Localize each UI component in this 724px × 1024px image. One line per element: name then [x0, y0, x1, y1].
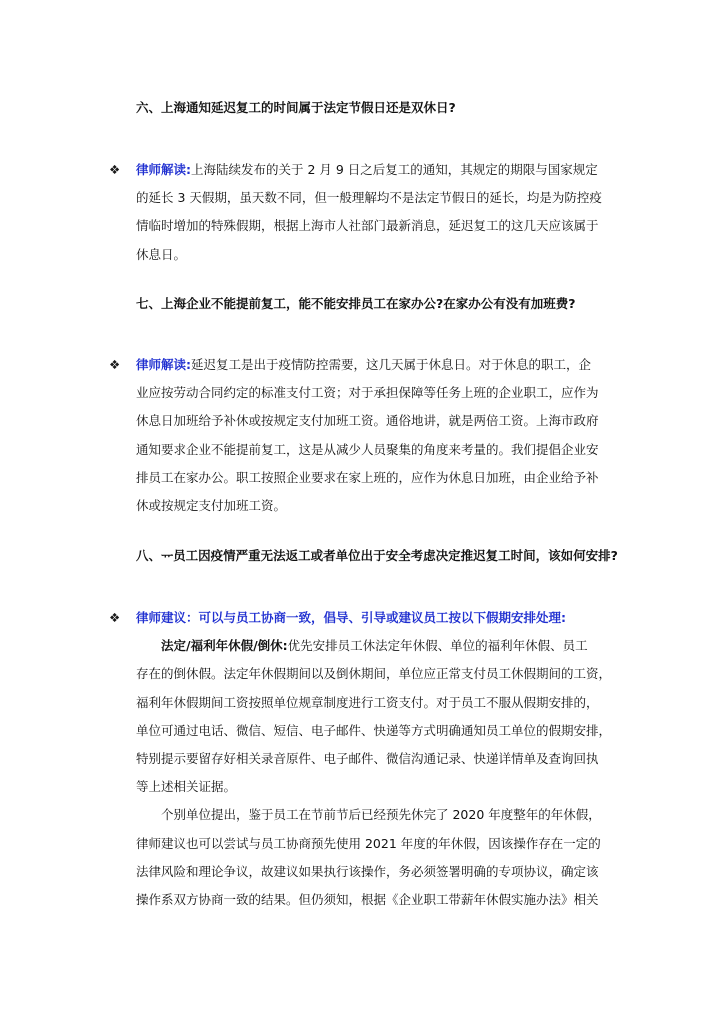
paragraph-line: 操作系双方协商一致的结果。但仍须知，根据《企业职工带薪年休假实施办法》相关: [136, 891, 599, 907]
bullet-icon: ❖: [109, 610, 121, 625]
lawyer-interpretation-label: 律师解读:: [136, 162, 191, 177]
section-8-heading: 八、ᅲ员工因疫情严重无法返工或者单位出于安全考虑决定推迟复工时间，该如何安排?: [136, 548, 618, 563]
paragraph-line: 律师建议也可以尝试与员工协商预先使用 2021 年度的年休假，因该操作存在一定的: [136, 835, 601, 851]
paragraph-line: 休或按规定支付加班工资。: [136, 497, 287, 513]
paragraph-line: 福利年休假期间工资按照单位规章制度进行工资支付。对于员工不服从假期安排的，: [136, 694, 599, 710]
paragraph-line: 休息日加班给予补休或按规定支付加班工资。通俗地讲，就是两倍工资。上海市政府: [136, 413, 599, 429]
paragraph-line: 单位可通过电话、微信、短信、电子邮件、快递等方式明确通知员工单位的假期安排，: [136, 722, 612, 738]
paragraph-line: 上海陆续发布的关于 2 月 9 日之后复工的通知，其规定的期限与国家规定: [191, 162, 598, 177]
leave-type-label: 法定/福利年休假/倒休:: [161, 638, 288, 654]
paragraph-line: 情临时增加的特殊假期，根据上海市人社部门最新消息，延迟复工的这几天应该属于: [136, 218, 599, 234]
lawyer-advice-line: 律师建议：可以与员工协商一致，倡导、引导或建议员工按以下假期安排处理:: [136, 610, 567, 625]
paragraph-line: 排员工在家办公。职工按照企业要求在家上班的，应作为休息日加班，由企业给予补: [136, 469, 599, 485]
paragraph-line: 通知要求企业不能提前复工，这是从减少人员聚集的角度来考量的。我们提倡企业安: [136, 441, 599, 457]
paragraph-line: 存在的倒休假。法定年休假期间以及倒休期间，单位应正常支付员工休假期间的工资，: [136, 666, 612, 682]
paragraph-line: 优先安排员工休法定年休假、单位的福利年休假、员工: [287, 638, 588, 654]
bullet-icon: ❖: [109, 162, 121, 177]
bullet-icon: ❖: [109, 357, 121, 372]
paragraph-line: 法律风险和理论争议，故建议如果执行该操作，务必须签署明确的专项协议，确定该: [136, 863, 599, 879]
paragraph-line: 延迟复工是出于疫情防控需要，这几天属于休息日。对于休息的职工，企: [191, 357, 592, 372]
paragraph-line: 个别单位提出，鉴于员工在节前节后已经预先休完了 2020 年度整年的年休假，: [161, 807, 601, 823]
paragraph-line: 休息日。: [136, 246, 187, 262]
paragraph-line: 特别提示要留存好相关录音原件、电子邮件、微信沟通记录、快递详情单及查询回执: [136, 750, 599, 766]
paragraph-line: 的延长 3 天假期，虽天数不同，但一般理解均不是法定节假日的延长，均是为防控疫: [136, 190, 602, 206]
section-7-heading: 七、上海企业不能提前复工，能不能安排员工在家办公?在家办公有没有加班费?: [136, 296, 576, 311]
paragraph-line: 业应按劳动合同约定的标准支付工资；对于承担保障等任务上班的企业职工，应作为: [136, 385, 599, 401]
lawyer-interpretation-label: 律师解读:: [136, 357, 191, 372]
paragraph-line: 等上述相关证据。: [136, 779, 237, 795]
section-6-heading: 六、上海通知延迟复工的时间属于法定节假日还是双休日?: [136, 100, 456, 115]
